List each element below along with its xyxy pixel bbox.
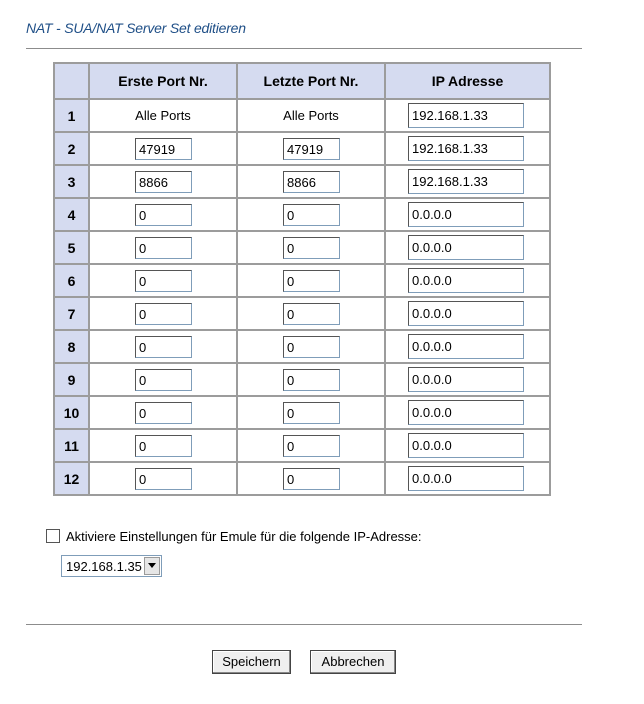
first-port-input[interactable]: 8866 xyxy=(135,171,192,193)
last-port-input[interactable]: 0 xyxy=(283,303,340,325)
first-port-input[interactable]: 0 xyxy=(135,336,192,358)
row-number: 4 xyxy=(55,199,88,230)
header-last-port: Letzte Port Nr. xyxy=(238,64,384,98)
ip-address-input[interactable]: 0.0.0.0 xyxy=(408,268,524,293)
ip-address-input[interactable]: 192.168.1.33 xyxy=(408,103,524,128)
table-row xyxy=(55,265,549,296)
row-number: 5 xyxy=(55,232,88,263)
ip-address-input[interactable]: 0.0.0.0 xyxy=(408,202,524,227)
divider-bottom xyxy=(26,624,582,625)
last-port-input[interactable]: 0 xyxy=(283,336,340,358)
last-port-input[interactable]: 0 xyxy=(283,204,340,226)
row-number: 10 xyxy=(55,397,88,428)
table-row xyxy=(55,199,549,230)
cancel-button[interactable]: Abbrechen xyxy=(310,650,396,674)
first-port-input[interactable]: 0 xyxy=(135,369,192,391)
save-button[interactable]: Speichern xyxy=(212,650,291,674)
ip-address-input[interactable]: 0.0.0.0 xyxy=(408,334,524,359)
first-port-input[interactable]: 47919 xyxy=(135,138,192,160)
emule-checkbox[interactable] xyxy=(46,529,60,543)
table-row xyxy=(55,397,549,428)
first-port-input[interactable]: 0 xyxy=(135,237,192,259)
dropdown-button[interactable] xyxy=(144,557,160,575)
emule-ip-selected-value: 192.168.1.35 xyxy=(66,559,142,574)
last-port-input[interactable]: 0 xyxy=(283,468,340,490)
row-number: 9 xyxy=(55,364,88,395)
table-row xyxy=(55,100,549,131)
header-first-port: Erste Port Nr. xyxy=(90,64,236,98)
ip-address-input[interactable]: 192.168.1.33 xyxy=(408,136,524,161)
ip-address-input[interactable]: 0.0.0.0 xyxy=(408,400,524,425)
page-title: NAT - SUA/NAT Server Set editieren xyxy=(26,20,246,36)
ip-address-input[interactable]: 0.0.0.0 xyxy=(408,466,524,491)
nat-server-table xyxy=(53,62,551,496)
last-port-input[interactable]: 0 xyxy=(283,237,340,259)
table-row xyxy=(55,133,549,164)
first-port-input[interactable]: 0 xyxy=(135,204,192,226)
header-ip-address: IP Adresse xyxy=(386,64,549,98)
last-port-input[interactable]: 0 xyxy=(283,270,340,292)
row-number: 11 xyxy=(55,430,88,461)
first-port-input[interactable]: 0 xyxy=(135,468,192,490)
emule-label: Aktiviere Einstellungen für Emule für die folgende IP-Adresse: xyxy=(66,529,422,544)
row-number: 1 xyxy=(55,100,88,131)
first-port-input[interactable]: 0 xyxy=(135,270,192,292)
table-row xyxy=(55,364,549,395)
last-port-input[interactable]: 0 xyxy=(283,402,340,424)
table-row xyxy=(55,463,549,494)
last-port-static: Alle Ports xyxy=(238,100,384,131)
ip-address-input[interactable]: 0.0.0.0 xyxy=(408,301,524,326)
header-corner xyxy=(55,64,88,98)
table-row xyxy=(55,430,549,461)
table-row xyxy=(55,298,549,329)
table-row xyxy=(55,166,549,197)
table-row xyxy=(55,232,549,263)
last-port-input[interactable]: 47919 xyxy=(283,138,340,160)
ip-address-input[interactable]: 0.0.0.0 xyxy=(408,433,524,458)
row-number: 2 xyxy=(55,133,88,164)
emule-ip-select[interactable] xyxy=(61,555,162,577)
last-port-input[interactable]: 0 xyxy=(283,369,340,391)
last-port-input[interactable]: 0 xyxy=(283,435,340,457)
first-port-static: Alle Ports xyxy=(90,100,236,131)
table-header-row xyxy=(55,64,549,98)
chevron-down-icon xyxy=(148,563,156,568)
table-row xyxy=(55,331,549,362)
row-number: 12 xyxy=(55,463,88,494)
row-number: 6 xyxy=(55,265,88,296)
divider-top xyxy=(26,48,582,49)
last-port-input[interactable]: 8866 xyxy=(283,171,340,193)
row-number: 7 xyxy=(55,298,88,329)
row-number: 8 xyxy=(55,331,88,362)
ip-address-input[interactable]: 0.0.0.0 xyxy=(408,235,524,260)
row-number: 3 xyxy=(55,166,88,197)
first-port-input[interactable]: 0 xyxy=(135,402,192,424)
first-port-input[interactable]: 0 xyxy=(135,435,192,457)
ip-address-input[interactable]: 0.0.0.0 xyxy=(408,367,524,392)
ip-address-input[interactable]: 192.168.1.33 xyxy=(408,169,524,194)
first-port-input[interactable]: 0 xyxy=(135,303,192,325)
